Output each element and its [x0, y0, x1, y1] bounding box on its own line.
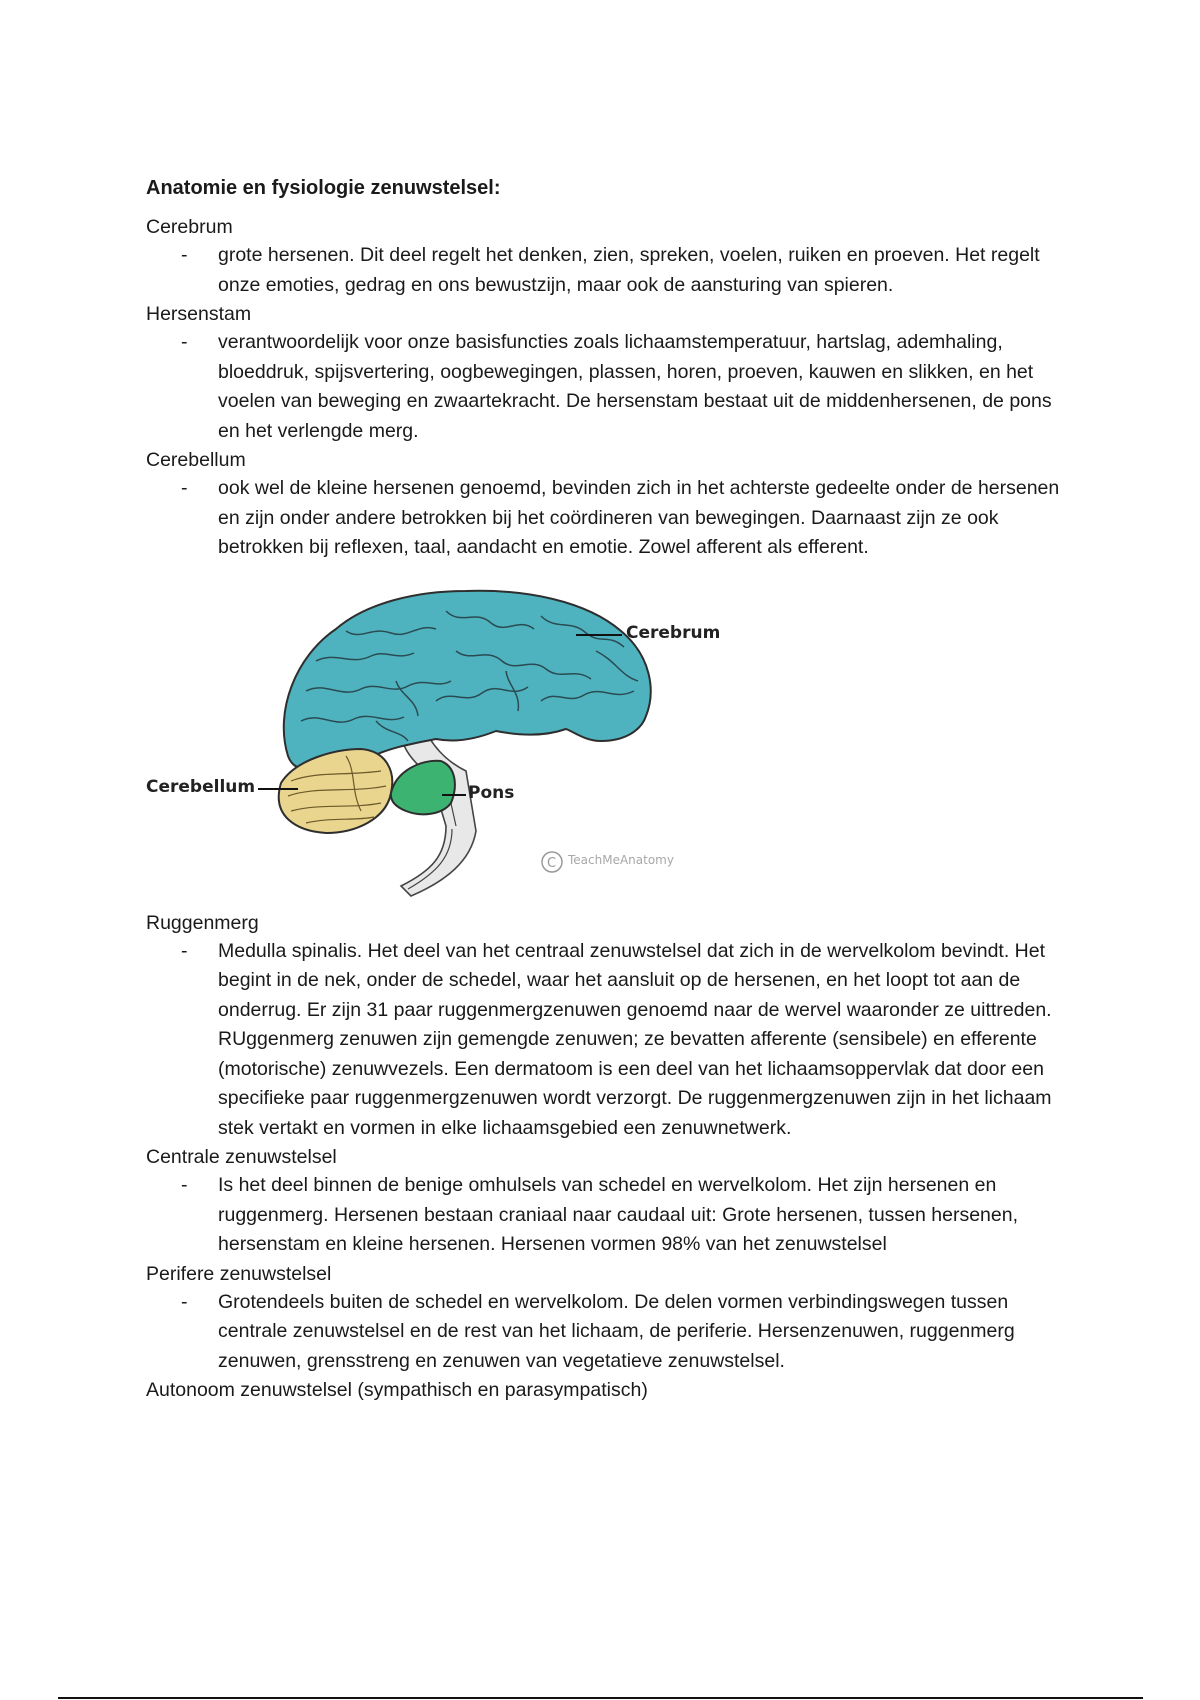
list-item: [146, 328, 1066, 446]
watermark-text: TeachMeAnatomy: [568, 852, 674, 867]
list-cerebrum: [146, 241, 1066, 300]
list-ruggenmerg: [146, 937, 1066, 1144]
page-title: Anatomie en fysiologie zenuwstelsel:: [146, 177, 501, 199]
term-autonoom-zenuwstelsel: Autonoom zenuwstelsel (sympathisch en parasympatisch): [146, 1379, 648, 1401]
bullet-dash: -: [181, 939, 188, 962]
footer-divider: [58, 1697, 1143, 1699]
bullet-dash: -: [181, 477, 188, 499]
svg-text:C: C: [547, 855, 557, 871]
list-item-text: Grotendeels buiten de schedel en wervelkolom. De delen vormen verbindingswegen tussen centrale zenuwstelsel en de rest van het lichaam, de periferie. Hersenzenuwen, ruggenmerg zenuwen, grensstreng en zenuwen van vegetatieve zenuwstelsel.: [218, 1290, 1015, 1372]
label-cerebrum: Cerebrum: [626, 622, 721, 643]
term-perifere-zenuwstelsel: Perifere zenuwstelsel: [146, 1262, 332, 1285]
term-centrale-zenuwstelsel: Centrale zenuwstelsel: [146, 1146, 337, 1168]
list-item-text: Is het deel binnen de benige omhulsels van schedel en wervelkolom. Het zijn hersenen en ruggenmerg. Hersenen bestaan craniaal naar caudaal uit: Grote hersenen, tussen hersenen, hersenstam en kleine hersenen. Hersenen vormen 98% van het zenuwstelsel: [218, 1174, 1019, 1255]
document-page: [146, 175, 1066, 1404]
bullet-dash: -: [181, 1174, 188, 1196]
list-item: [146, 241, 1066, 300]
list-item: [146, 1171, 1066, 1260]
pons-shape: [391, 760, 455, 813]
label-pons: Pons: [468, 782, 515, 803]
list-item-text: Medulla spinalis. Het deel van het centraal zenuwstelsel dat zich in de wervelkolom bevindt. Het begint in de nek, onder de schedel, waar het aansluit op de hersenen, en het loopt tot aan de onderrug. Er zijn 31 paar ruggenmergzenuwen genoemd naar de wervel waaronder ze uittreden. RUggenmerg zenuwen zijn gemengde zenuwen; ze bevatten afferente (sensibele) en efferente (motorische) zenuwvezels. Een dermatoom is een deel van het lichaamsoppervlak dat door een specifieke paar ruggenmergzenuwen wordt verzorgt. De ruggenmergzenuwen zijn in het lichaam stek vertakt en vormen in elke lichaamsgebied een zenuwnetwerk.: [218, 939, 1052, 1139]
list-cerebellum: [146, 474, 1066, 563]
list-item-text: grote hersenen. Dit deel regelt het denken, zien, spreken, voelen, ruiken en proeven. Het regelt onze emoties, gedrag en ons bewustzijn, maar ook de aansturing van spieren.: [218, 244, 1040, 296]
label-cerebellum: Cerebellum: [146, 776, 256, 797]
term-hersenstam: Hersenstam: [146, 303, 252, 325]
bullet-dash: -: [181, 1290, 188, 1313]
list-perifere-zenuwstelsel: [146, 1288, 1066, 1377]
bullet-dash: -: [181, 331, 188, 353]
list-item: [146, 474, 1066, 563]
list-item-text: verantwoordelijk voor onze basisfuncties zoals lichaamstemperatuur, hartslag, ademhaling, bloeddruk, spijsvertering, oogbewegingen, plassen, horen, proeven, kauwen en slikken, en het voelen van beweging en zwaartekracht. De hersenstam bestaat uit de middenhersenen, de pons en het verlengde merg.: [218, 331, 1052, 442]
term-cerebellum: Cerebellum: [146, 449, 246, 471]
list-item-text: ook wel de kleine hersenen genoemd, bevinden zich in het achterste gedeelte onder de hersenen en zijn onder andere betrokken bij het coördineren van bewegingen. Daarnaast zijn ze ook betrokken bij reflexen, taal, aandacht en emotie. Zowel afferent als efferent.: [218, 477, 1060, 558]
term-cerebrum: Cerebrum: [146, 216, 233, 238]
list-item: [146, 1288, 1066, 1377]
brain-figure: [146, 571, 756, 901]
bullet-dash: -: [181, 244, 188, 266]
list-item: [146, 937, 1066, 1144]
term-ruggenmerg: Ruggenmerg: [146, 911, 259, 934]
brain-illustration: [146, 571, 756, 901]
list-centrale-zenuwstelsel: [146, 1171, 1066, 1260]
list-hersenstam: [146, 328, 1066, 446]
